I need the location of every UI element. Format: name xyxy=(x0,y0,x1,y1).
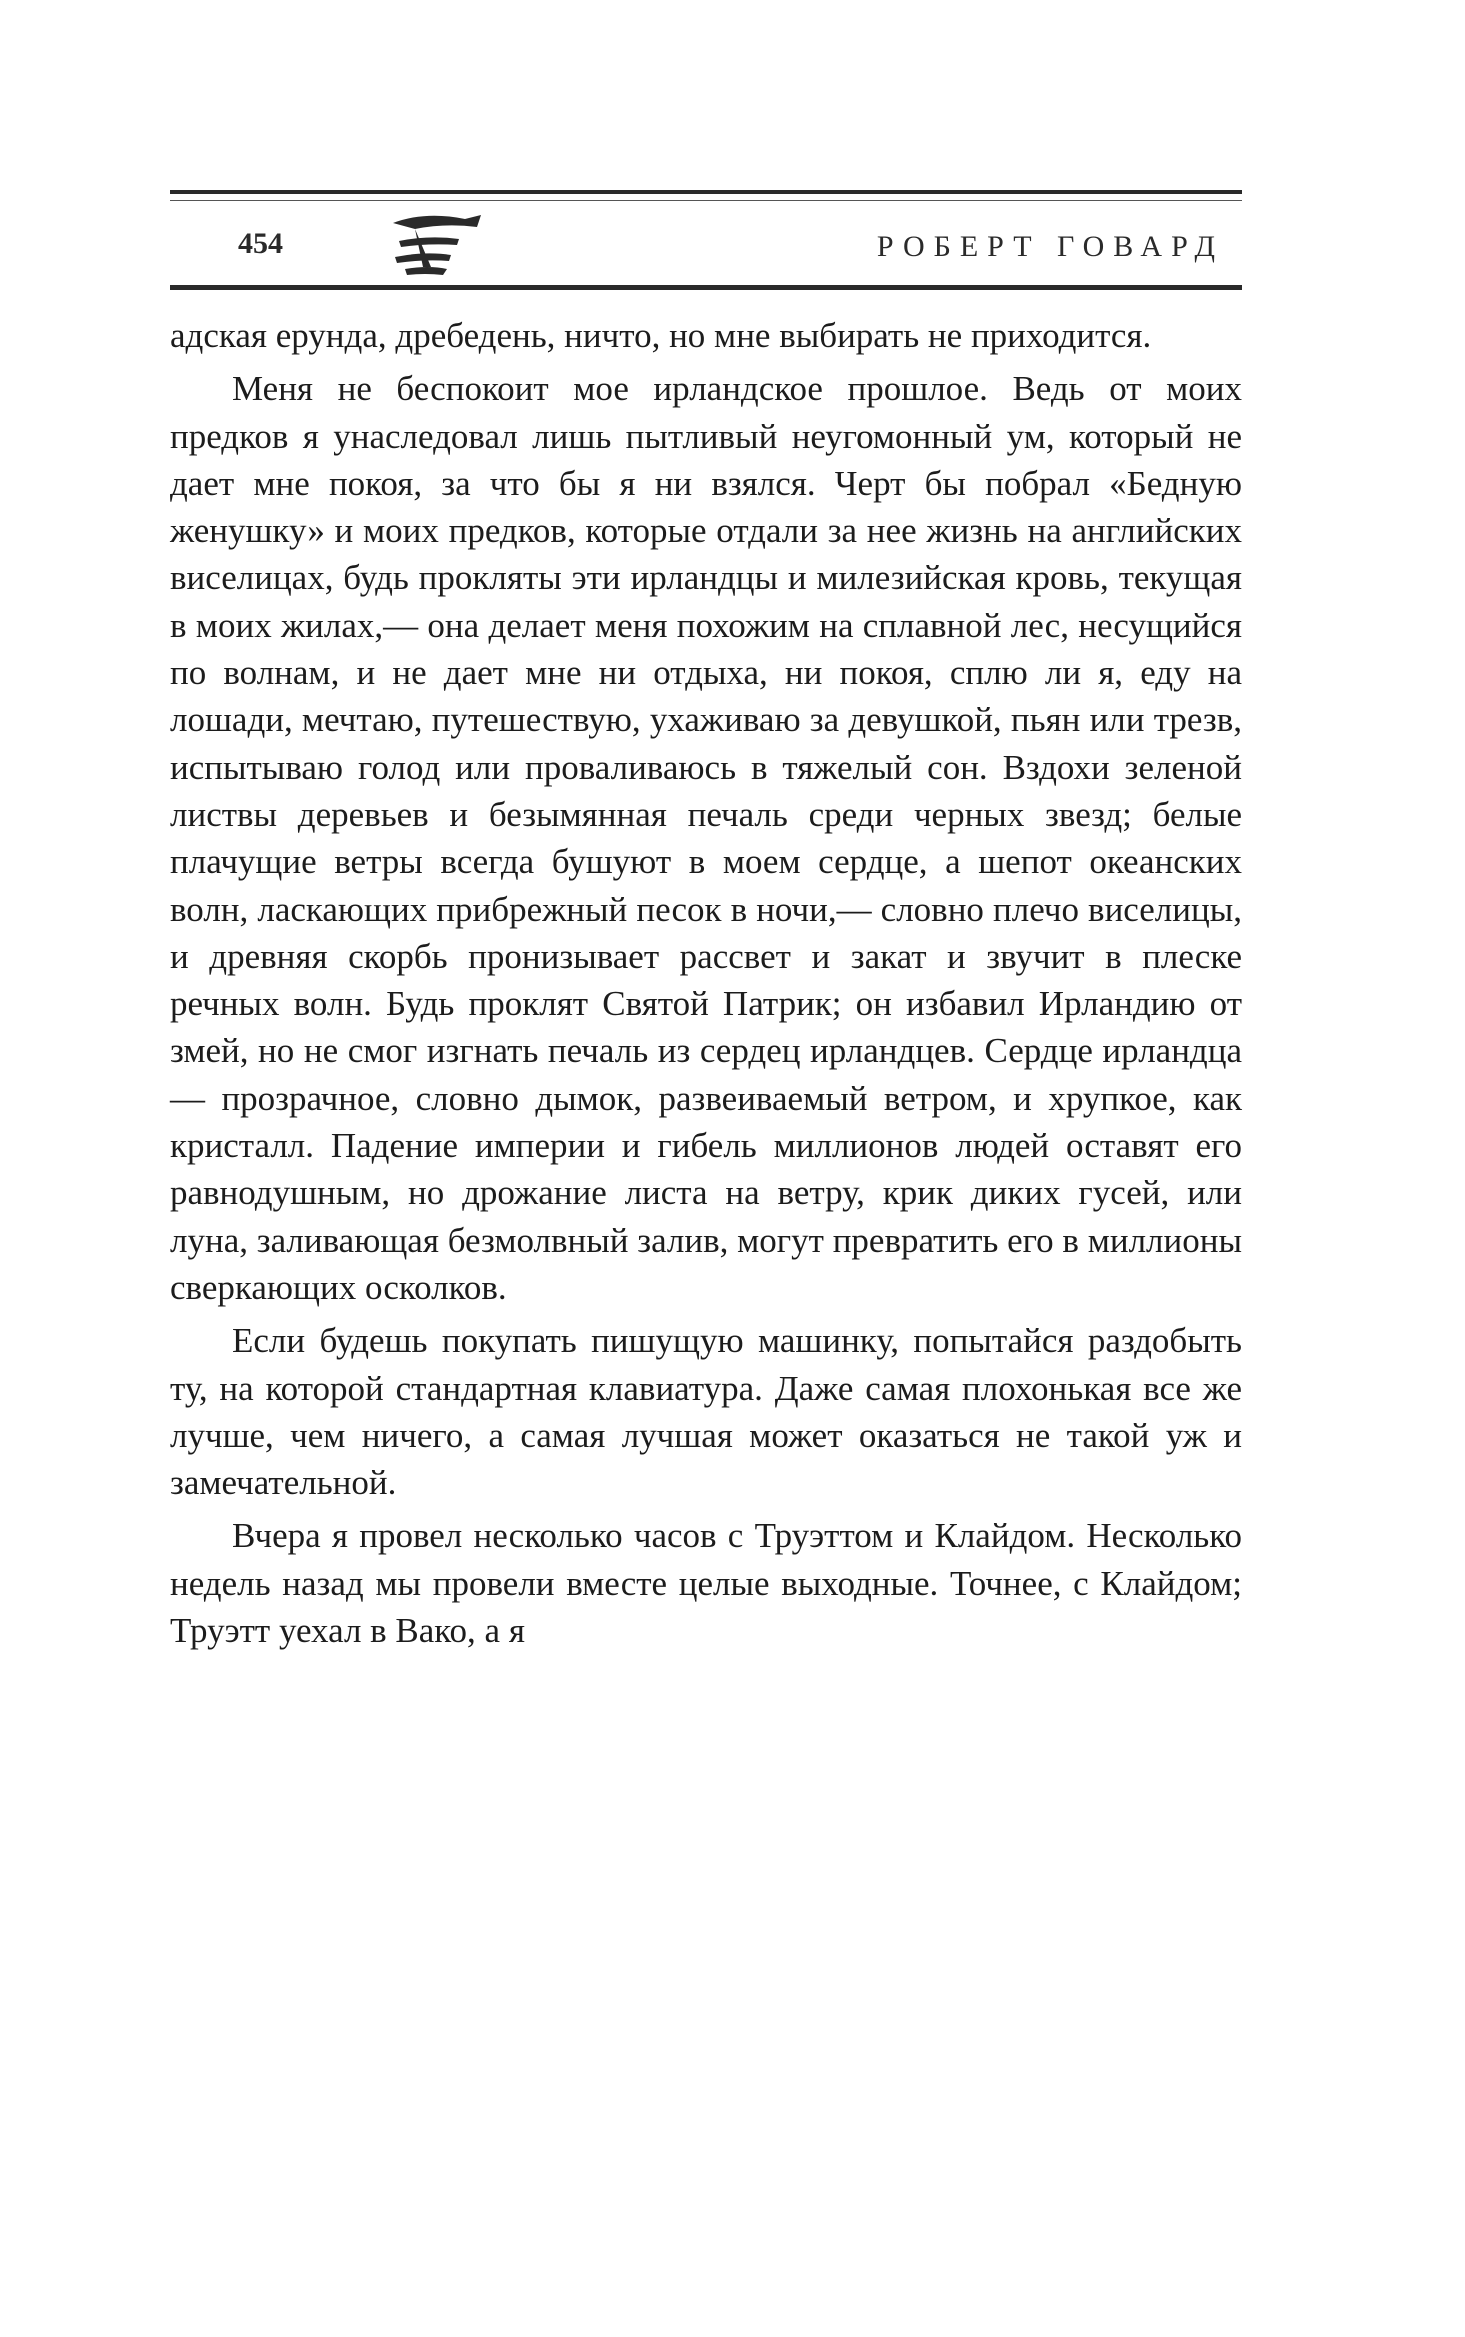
page-number: 454 xyxy=(238,227,283,260)
header-top-thin-rule xyxy=(170,200,1242,201)
paragraph: адская ерунда, дребедень, ничто, но мне выбирать не приходится. xyxy=(170,316,1152,355)
paragraph: Вчера я провел несколько часов с Труэттом и Клайдом. Несколько недель назад мы провели вместе целые выходные. Точнее, с Клайдом; Труэтт уехал в Вако, а я xyxy=(170,1516,1242,1651)
decorative-ornament-icon xyxy=(385,207,495,279)
header-bottom-rule xyxy=(170,285,1242,290)
header-top-rule xyxy=(170,190,1242,194)
running-head: РОБЕРТ ГОВАРД xyxy=(876,230,1224,263)
paragraph: Если будешь покупать пишущую машинку, попытайся раздобыть ту, на которой стандартная клавиатура. Даже самая плохонькая все же лучше, чем ничего, а самая лучшая может оказаться не такой уж и замечательной. xyxy=(170,1321,1242,1503)
paragraph: Меня не беспокоит мое ирландское прошлое. Ведь от моих предков я унаследовал лишь пытливый неугомонный ум, который не дает мне покоя, за что бы я ни взялся. Черт бы побрал «Бедную женушку» и моих предков, которые отдали за нее жизнь на английских виселицах, будь прокляты эти ирландцы и милезийская кровь, текущая в моих жилах,— она делает меня похожим на сплавной лес, несущийся по волнам, и не дает мне ни отдыха, ни покоя, сплю ли я, еду на лошади, мечтаю, путешествую, ухаживаю за девушкой, пьян или трезв, испытываю голод или проваливаюсь в тяжелый сон. Вздохи зеленой листвы деревьев и безымянная печаль среди черных звезд; белые плачущие ветры всегда бушуют в моем сердце, а шепот океанских волн, ласкающих прибрежный песок в ночи,— словно плечо виселицы, и древняя скорбь пронизывает рассвет и закат и звучит в плеске речных волн. Будь проклят Святой Патрик; он избавил Ирландию от змей, но не смог изгнать печаль из сердец ирландцев. Сердце ирландца — прозрачное, словно дымок, развеиваемый ветром, и хрупкое, как кристалл. Падение империи и гибель миллионов людей оставят его равнодушным, но дрожание листа на ветру, крик диких гусей, или луна, заливающая безмолвный залив, могут превратить его в миллионы сверкающих осколков. xyxy=(170,369,1242,1307)
page-header xyxy=(170,205,1242,285)
body-text xyxy=(170,312,1242,1654)
